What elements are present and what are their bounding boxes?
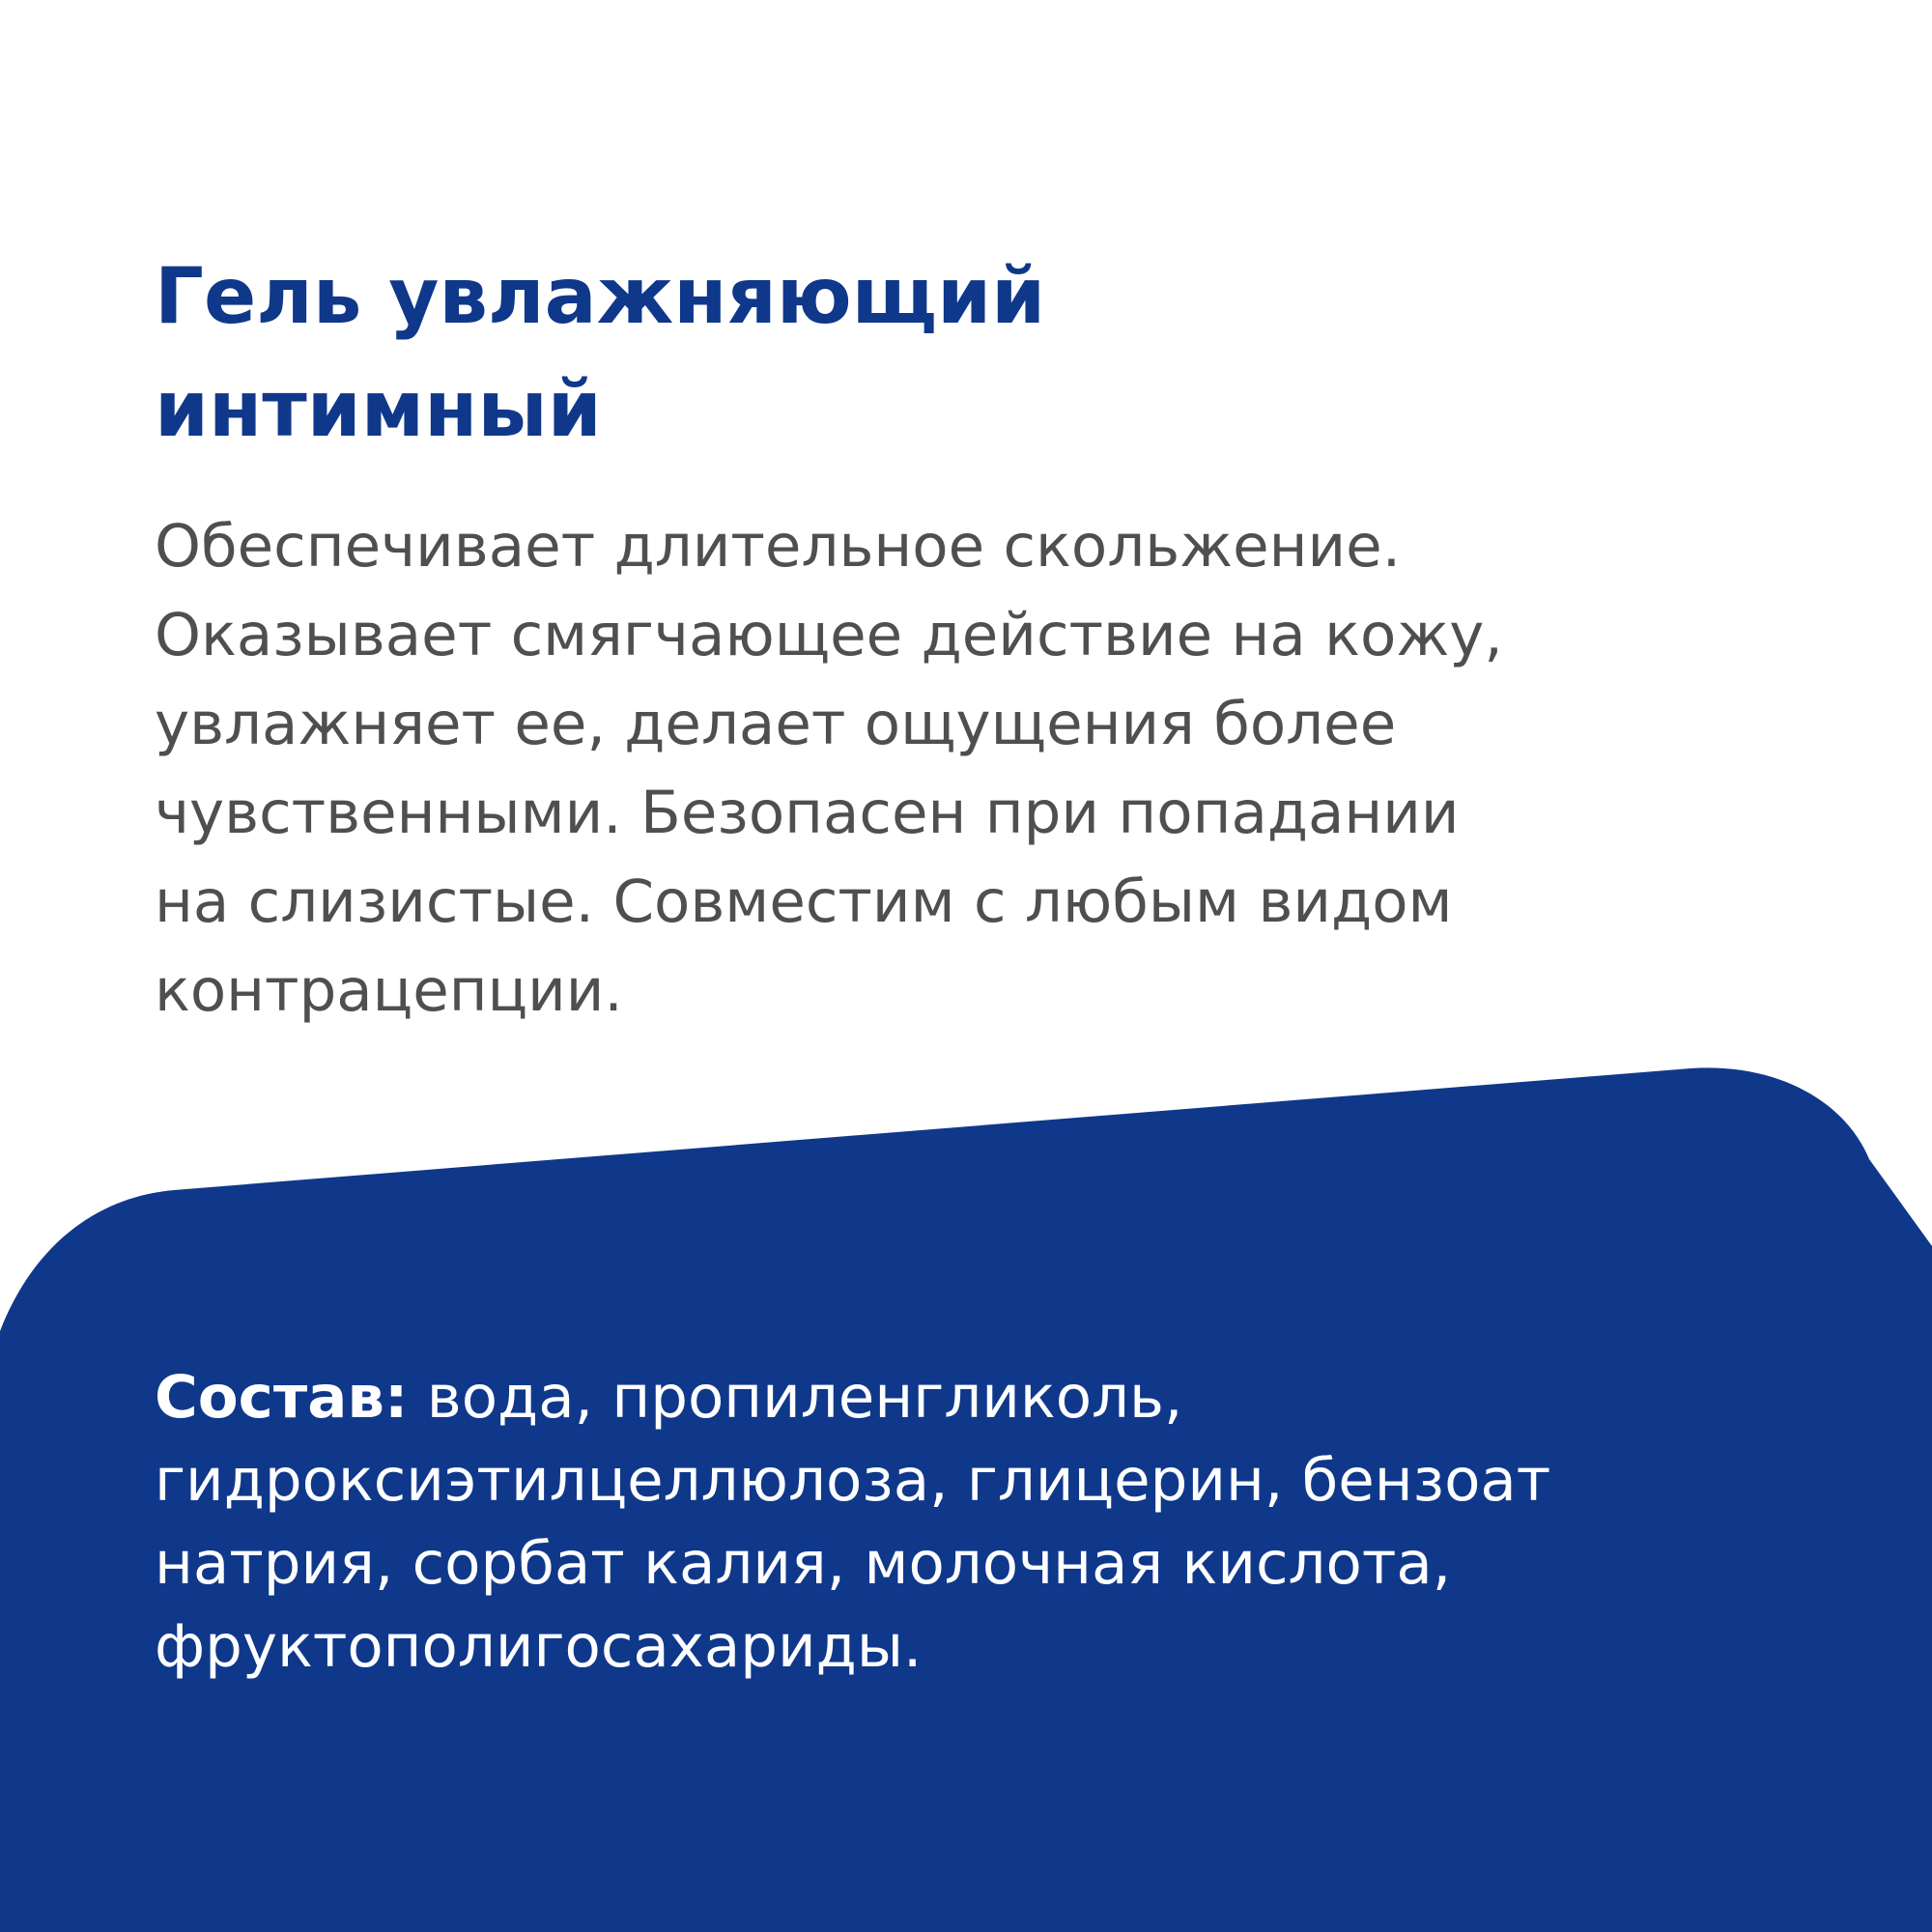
composition-line: гидроксиэтилцеллюлоза, глицерин, бензоат (155, 1446, 1551, 1515)
description-line: Обеспечивает длительное скольжение. (155, 512, 1402, 581)
description-line: увлажняет ее, делает ощущения более (155, 690, 1397, 758)
composition-line: натрия, сорбат калия, молочная кислота, (155, 1529, 1452, 1598)
composition-text: вода, пропиленгликоль, (408, 1363, 1183, 1432)
composition-label: Состав: (155, 1363, 409, 1432)
description-line: Оказывает смягчающее действие на кожу, (155, 601, 1503, 669)
description-line: чувственными. Безопасен при попадании (155, 779, 1460, 847)
composition-line: фруктополигосахариды. (155, 1612, 923, 1681)
product-description (155, 502, 1874, 1036)
product-title-line: Гель увлажняющий (155, 251, 1046, 341)
description-line: на слизистые. Совместим с любым видом (155, 867, 1453, 936)
description-line: контрацепции. (155, 956, 623, 1025)
composition-first-line (155, 1356, 1874, 1439)
product-title-line: интимный (155, 364, 602, 454)
composition-block (155, 1356, 1874, 1689)
product-title (155, 240, 1507, 466)
